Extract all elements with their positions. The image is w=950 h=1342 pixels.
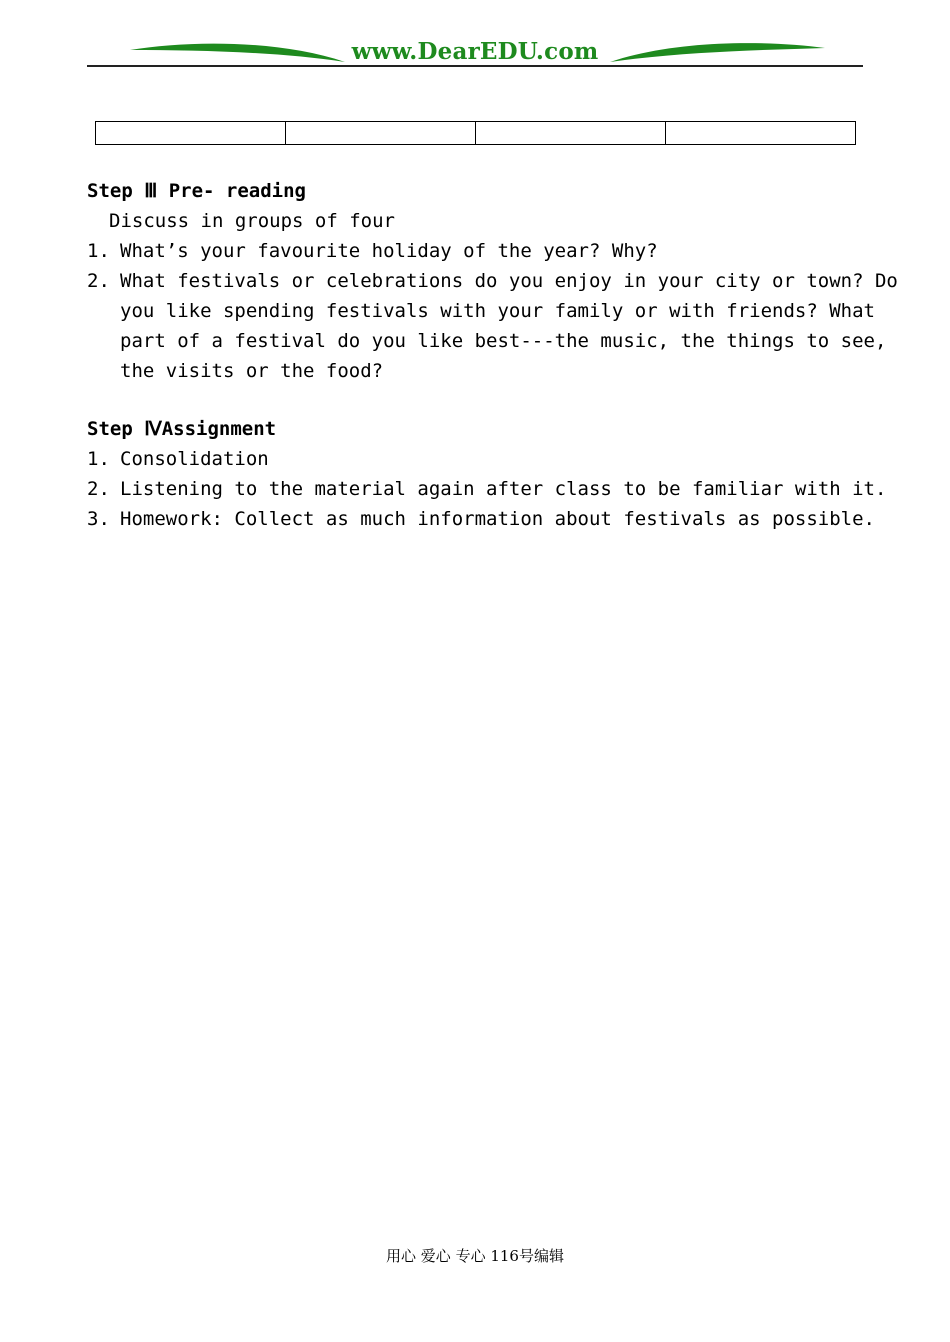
right-swoosh-decoration [610, 38, 825, 68]
header-rule [87, 65, 863, 67]
question-line: the visits or the food? [120, 360, 384, 382]
question-line: What’s your favourite holiday of the year? Why? [120, 240, 658, 262]
table-cell [666, 122, 856, 145]
table-cell [96, 122, 286, 145]
question-line: What festivals or celebrations do you enjoy in your city or town? Do [120, 270, 898, 292]
table-cell [476, 122, 666, 145]
question-line: you like spending festivals with your family or with friends? What [120, 300, 875, 322]
empty-table [95, 121, 856, 145]
list-item-number: 2. [87, 270, 110, 292]
list-item-number: 3. [87, 508, 110, 530]
page-header [0, 0, 950, 70]
site-logo: www.DearEDU.com [351, 38, 599, 65]
discussion-intro: Discuss in groups of four [109, 210, 395, 232]
assignment-item: Consolidation [120, 448, 269, 470]
assignment-item: Homework: Collect as much information about festivals as possible. [120, 508, 875, 530]
page-footer: 用心 爱心 专心 116号编辑 [386, 1247, 564, 1265]
left-swoosh-decoration [130, 38, 345, 68]
table-cell [286, 122, 476, 145]
question-line: part of a festival do you like best---the music, the things to see, [120, 330, 887, 352]
assignment-item: Listening to the material again after class to be familiar with it. [120, 478, 887, 500]
list-item-number: 1. [87, 448, 110, 470]
table-row [96, 122, 856, 145]
list-item-number: 1. [87, 240, 110, 262]
list-item-number: 2. [87, 478, 110, 500]
section-heading-assignment: Step ⅣAssignment [87, 418, 277, 440]
section-heading-pre-reading: Step Ⅲ Pre- reading [87, 180, 307, 202]
